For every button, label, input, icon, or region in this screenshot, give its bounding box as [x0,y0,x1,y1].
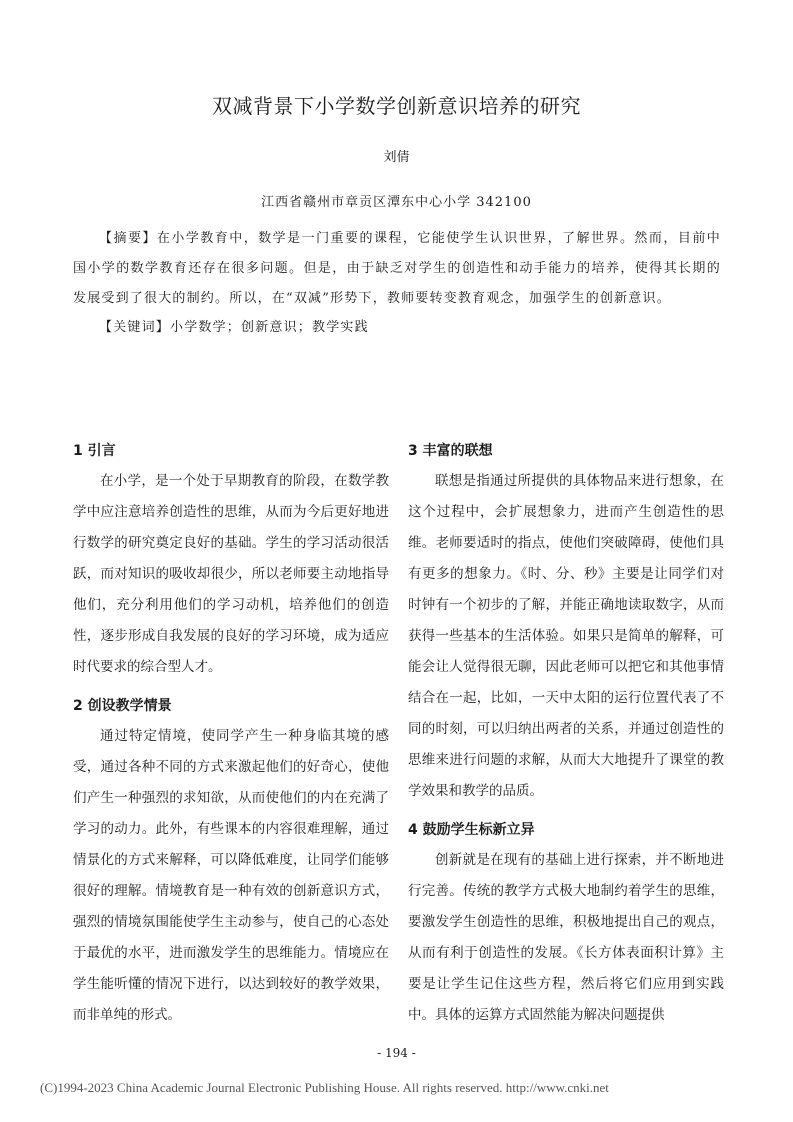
section-paragraph: 创新就是在现有的基础上进行探索，并不断地进行完善。传统的教学方式极大地制约着学生的思维，要激发学生创造性的思维，积极地提出自己的观点，从而有利于创造性的发展。《长方体表面积计算》主要是让学生记住这些方程，然后将它们应用到实践中。具体的运算方式固然能为解决问题提供 [408,852,724,1023]
section-title: 2 创设教学情景 [73,698,172,714]
section-title: 1 引言 [73,443,116,459]
abstract: 【摘要】在小学教育中，数学是一门重要的课程，它能使学生认识世界，了解世界。然而，目前中国小学的数学教育还存在很多问题。但是，由于缺乏对学生的创造性和动手能力的培养，使得其长期的发展受到了很大的制约。所以，在“双减”形势下，教师要转变教育观念，加强学生的创新意识。 [73,231,721,306]
right-column [408,436,724,1035]
left-column [73,436,389,1035]
paper-title: 双减背景下小学数学创新意识培养的研究 [212,94,581,118]
page-number: - 194 - [377,1046,416,1060]
keywords: 【关键词】小学数学；创新意识；教学实践 [99,320,369,335]
author-affiliation: 江西省赣州市章贡区潭东中心小学 342100 [261,195,532,210]
section-association [408,436,724,807]
section-paragraph: 通过特定情境，使同学产生一种身临其境的感受，通过各种不同的方式来激起他们的好奇心，使他们产生一种强烈的求知欲，从而使他们的内在充满了学习的动力。此外，有些课本的内容很难理解，通过情景化的方式来解释，可以降低难度，让同学们能够很好的理解。情境教育是一种有效的创新意识方式，强烈的情境氛围能使学生主动参与，使自己的心态处于最优的水平，进而激发学生的思维能力。情境应在学生能听懂的情况下进行，以达到较好的教学效果，而非单纯的形式。 [73,728,389,1023]
section-title: 4 鼓励学生标新立异 [408,822,535,838]
section-title: 3 丰富的联想 [408,443,493,459]
section-intro [73,436,389,683]
section-teaching-scenarios [73,691,389,1031]
section-paragraph: 在小学，是一个处于早期教育的阶段，在数学教学中应注意培养创造性的思维，从而为今后更好地进行数学的研究奠定良好的基础。学生的学习活动很活跃，而对知识的吸收却很少，所以老师要主动地指导他们，充分利用他们的学习动机，培养他们的创造性，逐步形成自我发展的良好的学习环境，成为适应时代要求的综合型人才。 [73,473,389,675]
author-name: 刘倩 [383,150,410,165]
section-encourage-innovation [408,815,724,1031]
copyright-notice: (C)1994-2023 China Academic Journal Electronic Publishing House. All rights reserved. http://www.cnki.net [40,1080,609,1095]
section-paragraph: 联想是指通过所提供的具体物品来进行想象，在这个过程中，会扩展想象力，进而产生创造性的思维。老师要适时的指点，使他们突破障碍，使他们具有更多的想象力。《时、分、秒》主要是让同学们对时钟有一个初步的了解，并能正确地读取数字，从而获得一些基本的生活体验。如果只是简单的解释，可能会让人觉得很无聊，因此老师可以把它和其他事情结合在一起，比如，一天中太阳的运行位置代表了不同的时刻，可以归纳出两者的关系，并通过创造性的思维来进行问题的求解，从而大大地提升了课堂的教学效果和教学的品质。 [408,473,724,799]
